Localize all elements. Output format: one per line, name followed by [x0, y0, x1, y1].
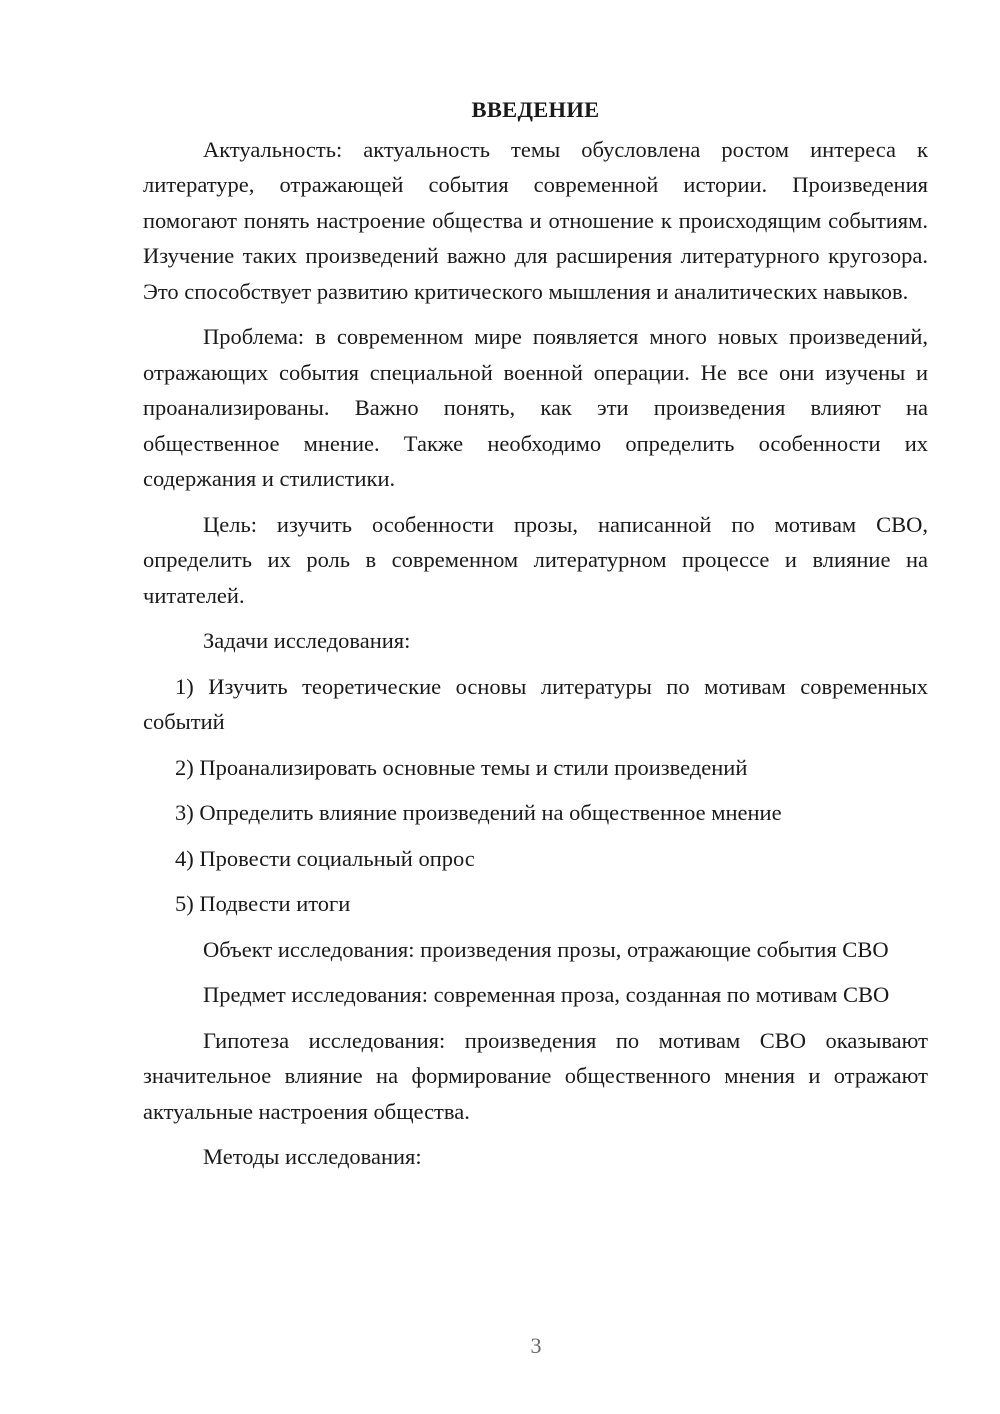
- page-content: [143, 92, 928, 1185]
- task-item-3: 3) Определить влияние произведений на общественное мнение: [175, 800, 782, 825]
- task-item-1: 1) Изучить теоретические основы литературы по мотивам современных событий: [143, 673, 928, 734]
- subject-paragraph: Предмет исследования: современная проза, созданная по мотивам СВО: [203, 982, 890, 1007]
- relevance-paragraph: Актуальность: актуальность темы обусловлена ростом интереса к литературе, отражающей события современной истории. Произведения помогают понять настроение общества и отношение к происходящим событиям. Изучение таких произведений важно для расширения литературного кругозора. Это способствует развитию критического мышления и аналитических навыков.: [143, 136, 928, 304]
- task-item-5: 5) Подвести итоги: [175, 891, 351, 916]
- object-paragraph: Объект исследования: произведения прозы, отражающие события СВО: [203, 936, 889, 962]
- goal-paragraph: Цель: изучить особенности прозы, написанной по мотивам СВО, определить их роль в современном литературном процессе и влияние на читателей.: [143, 511, 928, 608]
- problem-paragraph: Проблема: в современном мире появляется много новых произведений, отражающих события специальной военной операции. Не все они изучены и проанализированы. Важно понять, как эти произведения влияют на общественное мнение. Также необходимо определить особенности их содержания и стилистики.: [143, 324, 928, 491]
- page-number: 3: [530, 1333, 542, 1358]
- section-heading: ВВЕДЕНИЕ: [471, 97, 600, 122]
- methods-title: Методы исследования:: [203, 1144, 422, 1169]
- task-item-4: 4) Провести социальный опрос: [175, 845, 475, 871]
- tasks-title: Задачи исследования:: [203, 628, 411, 653]
- task-item-2: 2) Проанализировать основные темы и стили произведений: [175, 754, 748, 780]
- hypothesis-paragraph: Гипотеза исследования: произведения по мотивам СВО оказывают значительное влияние на формирование общественного мнения и отражают актуальные настроения общества.: [143, 1027, 928, 1124]
